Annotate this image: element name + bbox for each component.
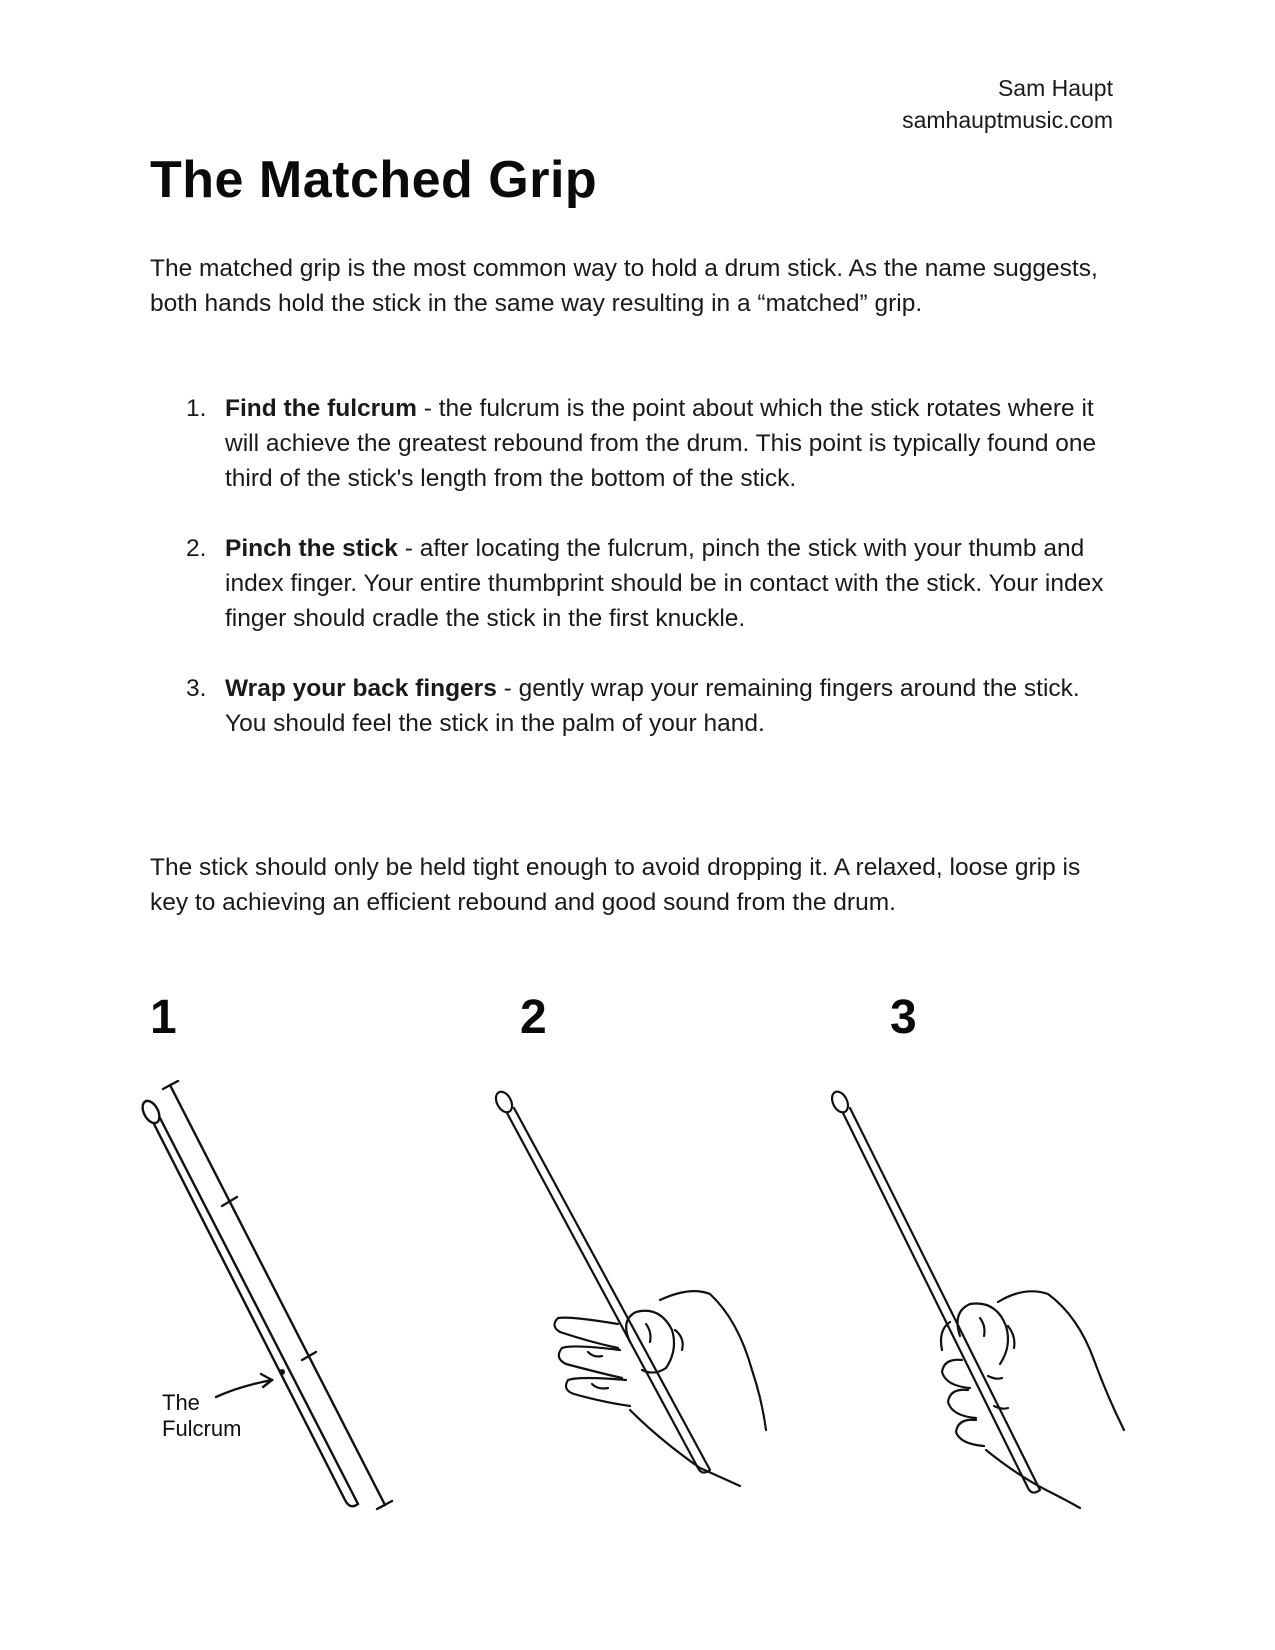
intro-paragraph: The matched grip is the most common way to hold a drum stick. As the name suggests, both hands hold the stick in the same way resulting in a “matched” grip. [150, 255, 1098, 317]
step-text: - after locating the fulcrum, pinch the stick with your thumb and index finger. Your entire thumbprint should be in contact with the stick. Your index finger should cradle the stick in the first knuckle. [225, 535, 1104, 632]
drumstick-fulcrum-illustration [130, 1080, 420, 1530]
stick-tip [493, 1089, 516, 1115]
thumb [958, 1303, 1008, 1364]
crease-line [588, 1352, 602, 1357]
knuckle-line [646, 1324, 651, 1342]
figure-3-wrap-illustration [810, 1080, 1140, 1540]
stick-body [154, 1118, 358, 1506]
finger [566, 1378, 630, 1406]
page-title: The Matched Grip [150, 151, 598, 209]
step-text: - the fulcrum is the point about which the stick rotates where it will achieve the greatest rebound from the drum. This point is typically found one third of the stick's length from the bottom of the stick. [225, 395, 1097, 492]
figure-3-label: 3 [890, 991, 917, 1044]
author-name: Sam Haupt [997, 75, 1113, 101]
list-item [150, 391, 1110, 496]
page-header [902, 72, 1113, 136]
step-number: 2. [186, 535, 207, 562]
hand-outline [630, 1410, 740, 1486]
fulcrum-arrow [216, 1380, 272, 1397]
hand-pinch-illustration [470, 1080, 790, 1530]
step-title: Find the fulcrum [225, 395, 417, 422]
finger [948, 1390, 976, 1418]
measure-tick [222, 1197, 237, 1206]
outro-paragraph: The stick should only be held tight enough to avoid dropping it. A relaxed, loose grip is key to achieving an efficient rebound and good sound from the drum. [150, 854, 1081, 916]
fulcrum-dot [279, 1369, 285, 1375]
figure-2-pinch-illustration [470, 1080, 790, 1530]
stick-body [507, 1108, 710, 1473]
list-item [150, 531, 1110, 636]
step-text: - gently wrap your remaining fingers around the stick. You should feel the stick in the palm of your hand. [225, 675, 1080, 737]
step-title: Wrap your back fingers [225, 675, 497, 702]
list-item [150, 671, 1110, 741]
crease-line [988, 1376, 1002, 1379]
fulcrum-label-line2: Fulcrum [162, 1416, 242, 1441]
steps-list [150, 391, 1110, 776]
hand-wrap-illustration [810, 1080, 1140, 1540]
measure-line [170, 1085, 385, 1505]
stick-tip [139, 1098, 163, 1126]
finger [554, 1318, 618, 1348]
stick-body [843, 1108, 1040, 1493]
figure-2-label: 2 [520, 991, 547, 1044]
website-url: samhauptmusic.com [902, 107, 1113, 133]
knuckle-line [675, 1330, 683, 1350]
finger [956, 1420, 984, 1446]
knuckle-line [980, 1318, 985, 1336]
hand-outline [986, 1450, 1080, 1508]
fulcrum-label-line1: The [162, 1390, 200, 1415]
step-title: Pinch the stick [225, 535, 398, 562]
hand-outline [998, 1291, 1124, 1430]
step-number: 1. [186, 395, 207, 422]
crease-line [592, 1384, 608, 1389]
finger [559, 1346, 622, 1378]
step-number: 3. [186, 675, 207, 702]
figure-1-stick-diagram [130, 1080, 420, 1530]
figure-1-label: 1 [150, 991, 177, 1044]
crease-line [994, 1406, 1008, 1409]
stick-tip [829, 1089, 851, 1115]
